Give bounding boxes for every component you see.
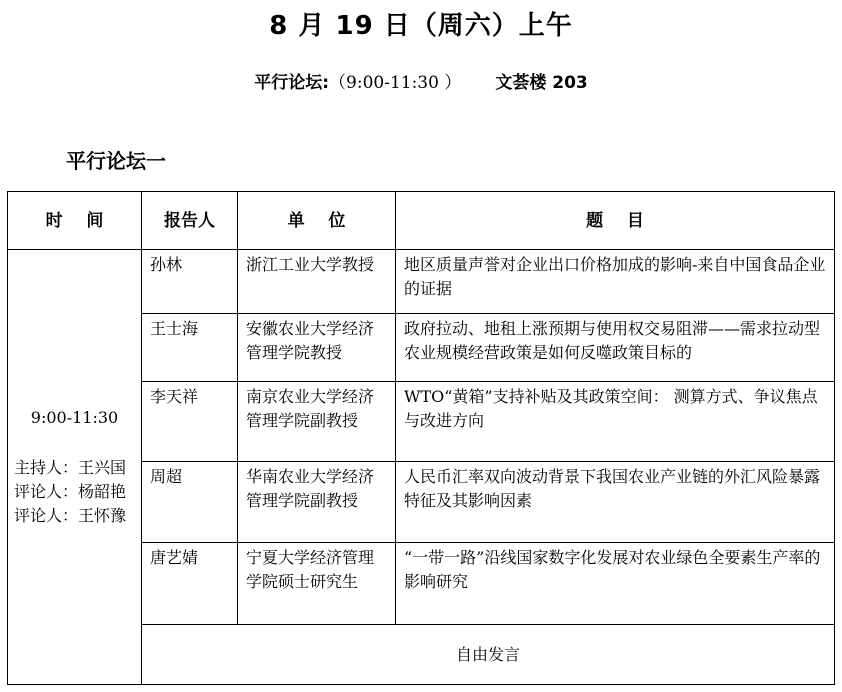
host: 主持人：王兴国 bbox=[14, 458, 127, 477]
commentator: 评论人：王怀豫 bbox=[14, 506, 127, 525]
session-label: 平行论坛: bbox=[254, 73, 330, 93]
forum-title: 平行论坛一 bbox=[66, 149, 166, 173]
commentator: 评论人：杨韶艳 bbox=[14, 482, 127, 501]
speaker-cell: 孙林 bbox=[142, 250, 238, 314]
unit-cell: 宁夏大学经济管理学院硕士研究生 bbox=[238, 543, 396, 625]
free-speech-cell: 自由发言 bbox=[142, 625, 835, 685]
header-time: 时 间 bbox=[8, 192, 142, 250]
topic-cell: 人民币汇率双向波动背景下我国农业产业链的外汇风险暴露特征及其影响因素 bbox=[396, 462, 835, 543]
topic-cell: WTO“黄箱”支持补贴及其政策空间： 测算方式、争议焦点与改进方向 bbox=[396, 382, 835, 462]
table-header-row bbox=[8, 192, 835, 250]
venue: 文荟楼 203 bbox=[495, 73, 588, 93]
header-speaker: 报告人 bbox=[142, 192, 238, 250]
speaker-cell: 周超 bbox=[142, 462, 238, 543]
session-info bbox=[0, 70, 842, 96]
speaker-cell: 李天祥 bbox=[142, 382, 238, 462]
topic-cell: 政府拉动、地租上涨预期与使用权交易阻滞——需求拉动型农业规模经营政策是如何反噬政策目标的 bbox=[396, 314, 835, 382]
speaker-cell: 唐艺婧 bbox=[142, 543, 238, 625]
time-block bbox=[8, 250, 142, 685]
schedule-table bbox=[7, 191, 835, 685]
table-row bbox=[8, 250, 835, 314]
unit-cell: 安徽农业大学经济管理学院教授 bbox=[238, 314, 396, 382]
session-time: （9:00-11:30 ） bbox=[329, 73, 462, 93]
unit-cell: 南京农业大学经济管理学院副教授 bbox=[238, 382, 396, 462]
header-topic: 题 目 bbox=[396, 192, 835, 250]
topic-cell: 地区质量声誉对企业出口价格加成的影响-来自中国食品企业的证据 bbox=[396, 250, 835, 314]
page-title: 8 月 19 日（周六）上午 bbox=[269, 11, 573, 41]
topic-cell: “一带一路”沿线国家数字化发展对农业绿色全要素生产率的影响研究 bbox=[396, 543, 835, 625]
header-unit: 单 位 bbox=[238, 192, 396, 250]
time-range: 9:00-11:30 bbox=[30, 408, 119, 427]
unit-cell: 浙江工业大学教授 bbox=[238, 250, 396, 314]
unit-cell: 华南农业大学经济管理学院副教授 bbox=[238, 462, 396, 543]
speaker-cell: 王士海 bbox=[142, 314, 238, 382]
